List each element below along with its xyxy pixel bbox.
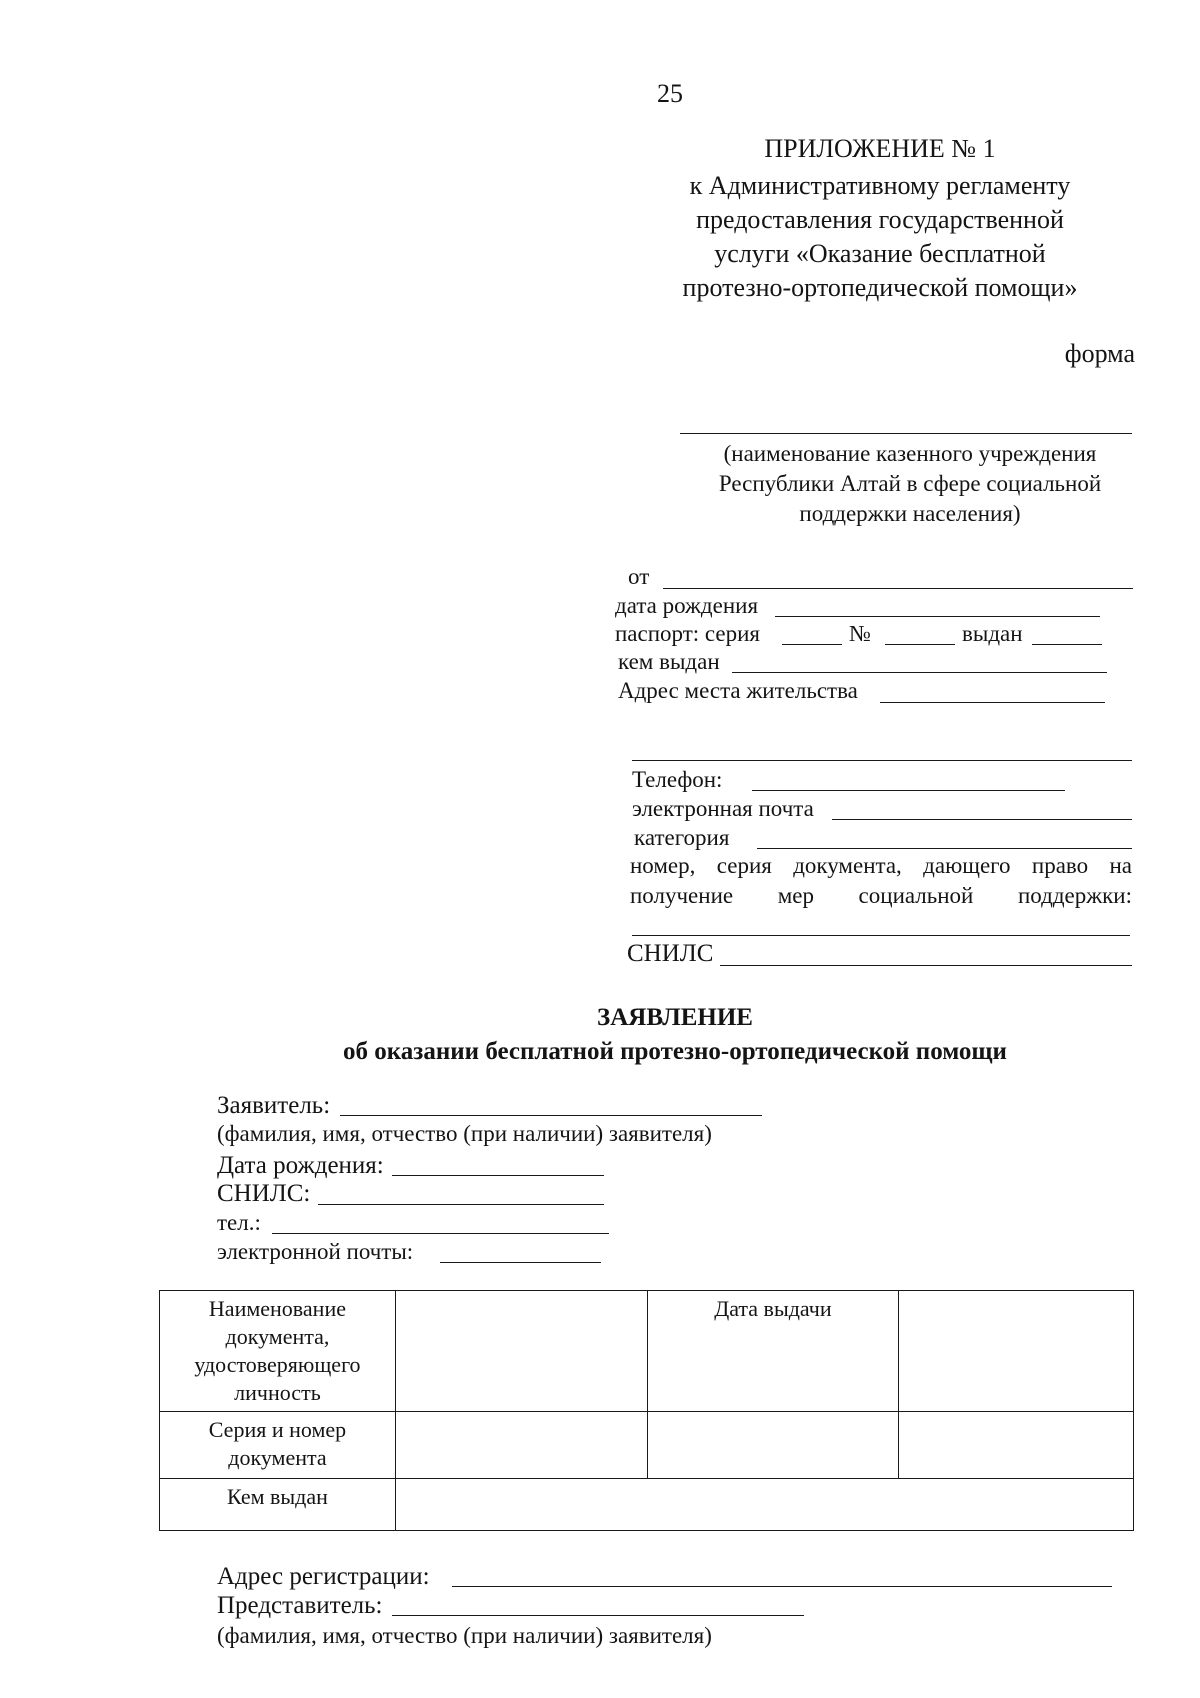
institution-caption-1: (наименование казенного учреждения — [723, 441, 1097, 466]
benefit-doc-word-1: получение — [630, 883, 734, 908]
residence-address-line — [880, 702, 1105, 703]
snils-line — [720, 965, 1132, 966]
phone-line — [752, 790, 1065, 791]
benefit-doc-line-1: номер, серия документа, дающего право на — [630, 853, 1132, 878]
appendix-title: ПРИЛОЖЕНИЕ № 1 — [764, 134, 996, 163]
reg-address-line — [452, 1586, 1112, 1587]
benefit-doc-word-2: мер — [777, 883, 814, 908]
institution-name-line — [680, 433, 1132, 434]
institution-caption-2: Республики Алтай в сфере социальной — [718, 471, 1102, 496]
doc-name-label: Наименование документа, удостоверяющего личность — [194, 1296, 361, 1405]
applicant-line — [340, 1115, 762, 1116]
passport-series-line — [782, 644, 842, 645]
table-row — [160, 1479, 1134, 1531]
snils-label: СНИЛС — [627, 940, 714, 967]
applicant-snils-label: СНИЛС: — [217, 1180, 311, 1207]
issue-date-label: Дата выдачи — [714, 1296, 832, 1321]
residence-address-label: Адрес места жительства — [618, 678, 858, 703]
empty-cell — [647, 1412, 899, 1479]
statement-title: ЗАЯВЛЕНИЕ — [597, 1004, 753, 1031]
issued-by-label: кем выдан — [618, 649, 720, 674]
header-line-4: протезно-ортопедической помощи» — [682, 273, 1078, 302]
from-label: от — [628, 564, 650, 589]
from-line — [663, 588, 1133, 589]
statement-subtitle: об оказании бесплатной протезно-ортопедической помощи — [343, 1038, 1007, 1065]
address-extra-line — [632, 760, 1132, 761]
representative-line — [392, 1615, 804, 1616]
benefit-doc-word-4: поддержки: — [1017, 883, 1132, 908]
birth-date-line — [775, 616, 1100, 617]
applicant-email-line — [440, 1262, 601, 1263]
representative-caption: (фамилия, имя, отчество (при наличии) заявителя) — [217, 1623, 712, 1648]
applicant-birth-label: Дата рождения: — [217, 1152, 384, 1179]
passport-series-label: паспорт: серия — [615, 621, 761, 646]
applicant-name-caption: (фамилия, имя, отчество (при наличии) заявителя) — [217, 1121, 712, 1146]
benefit-doc-word-3: социальной — [858, 883, 974, 908]
page-number: 25 — [657, 79, 683, 108]
issue-date-cell — [647, 1291, 899, 1412]
series-number-value-cell — [395, 1412, 647, 1479]
birth-date-label: дата рождения — [615, 593, 759, 618]
category-line — [757, 848, 1132, 849]
benefit-doc-line — [632, 935, 1130, 936]
applicant-tel-line — [272, 1233, 609, 1234]
identity-document-table — [159, 1290, 1134, 1531]
passport-issued-line — [1032, 644, 1102, 645]
table-row — [160, 1412, 1134, 1479]
issue-date-value-cell — [899, 1291, 1134, 1412]
doc-name-cell — [160, 1291, 396, 1412]
header-line-3: услуги «Оказание бесплатной — [714, 239, 1046, 268]
applicant-email-label: электронной почты: — [217, 1239, 414, 1264]
doc-name-value-cell — [395, 1291, 647, 1412]
passport-number-line — [885, 644, 955, 645]
email-line — [832, 819, 1132, 820]
issued-by-table-label: Кем выдан — [226, 1484, 328, 1509]
form-label: форма — [1064, 339, 1135, 368]
applicant-tel-label: тел.: — [217, 1210, 261, 1235]
issued-by-line — [732, 672, 1107, 673]
passport-number-label: № — [849, 621, 871, 646]
applicant-label: Заявитель: — [217, 1092, 331, 1119]
applicant-snils-line — [318, 1204, 604, 1205]
issued-by-value-cell — [395, 1479, 1133, 1531]
reg-address-label: Адрес регистрации: — [217, 1563, 430, 1590]
issued-by-cell — [160, 1479, 396, 1531]
category-label: категория — [634, 825, 730, 850]
email-label: электронная почта — [632, 796, 814, 821]
institution-caption-3: поддержки населения) — [799, 501, 1021, 526]
empty-cell — [899, 1412, 1134, 1479]
series-number-label: Серия и номер документа — [208, 1417, 347, 1470]
header-line-2: предоставления государственной — [696, 205, 1064, 234]
benefit-doc-line-2 — [630, 882, 1132, 910]
table-row — [160, 1291, 1134, 1412]
phone-label: Телефон: — [632, 767, 723, 792]
representative-label: Представитель: — [217, 1592, 383, 1619]
header-line-1: к Административному регламенту — [689, 171, 1071, 200]
series-number-cell — [160, 1412, 396, 1479]
passport-issued-label: выдан — [962, 621, 1023, 646]
applicant-birth-line — [392, 1175, 604, 1176]
